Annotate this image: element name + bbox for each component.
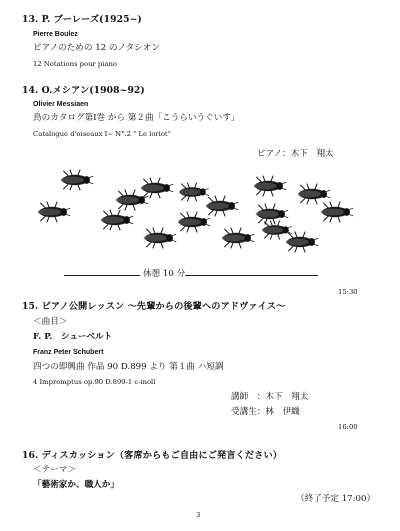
section-16-theme: 「藝術家か、職人か」 <box>33 480 119 490</box>
intermission-label: 休憩 10 分 <box>143 269 186 279</box>
page-number: 3 <box>196 511 201 519</box>
cicada-icon <box>262 220 292 239</box>
section-15-time: 16:00 <box>338 423 358 431</box>
section-14-work-en: Catalogue d'oiseaux Ⅰ~ N°.2 " Le loriot" <box>33 130 171 138</box>
cicada-icon <box>321 202 354 223</box>
section-13-composer: Pierre Boulez <box>33 31 78 38</box>
section-14-work-jp: 鳥のカタログ第Ⅰ巻 から 第２曲「こうらいうぐいす」 <box>33 113 240 123</box>
cicada-icon <box>141 178 174 199</box>
cicada-illustration <box>30 166 370 262</box>
section-14-performer: ピアノ：木下 翔太 <box>257 149 334 159</box>
cicada-icon <box>298 184 331 205</box>
section-14-composer: Olivier Messiaen <box>33 101 89 108</box>
cicada-icon <box>222 228 255 249</box>
section-15-lecturer: 講師 ：木下 翔太 <box>231 392 309 402</box>
section-15-student: 受講生：林 伊織 <box>231 407 300 417</box>
section-15-work-jp: 四つの即興曲 作品 90 D.899 より 第１曲 ハ短調 <box>33 362 224 372</box>
cicada-icon <box>254 176 287 197</box>
cicada-icon <box>178 212 211 233</box>
cicada-icon <box>61 170 93 191</box>
cicada-icon <box>256 204 289 225</box>
section-16-heading: 16. ディスカッション（客席からもご自由にご発言ください） <box>22 450 283 461</box>
section-13-work-jp: ピアノのための 12 のノタシオン <box>33 43 160 53</box>
section-15-composer-en: Franz Peter Schubert <box>33 349 104 356</box>
intermission-rule-right <box>185 275 318 276</box>
intermission-rule-left <box>64 275 140 276</box>
section-16-theme-label: ＜テーマ＞ <box>33 465 76 475</box>
intermission-time: 15:30 <box>338 288 358 296</box>
cicada-icon <box>101 210 134 231</box>
section-15-heading: 15. ピアノ公開レッスン ～先輩からの後輩へのアドヴァイス～ <box>22 301 286 312</box>
section-16-end-time: （終了予定 17:00） <box>296 494 376 504</box>
cicada-icon <box>286 232 319 253</box>
section-15-composer-jp: F. P. シューベルト <box>33 332 113 342</box>
section-15-program-label: ＜曲目＞ <box>33 317 68 327</box>
section-13-heading: 13. P. ブーレーズ(1925~) <box>22 14 142 25</box>
cicada-icon <box>179 182 209 201</box>
cicada-icon <box>144 228 177 249</box>
section-15-work-en: 4 Impromptus op.90 D.899-1 c-moll <box>33 378 156 386</box>
section-13-work-en: 12 Notations pour piano <box>33 60 117 68</box>
cicada-icon <box>38 202 70 223</box>
cicada-icon <box>206 196 239 217</box>
section-14-heading: 14. O.メシアン(1908~92) <box>22 85 145 96</box>
cicada-icon <box>116 190 149 211</box>
